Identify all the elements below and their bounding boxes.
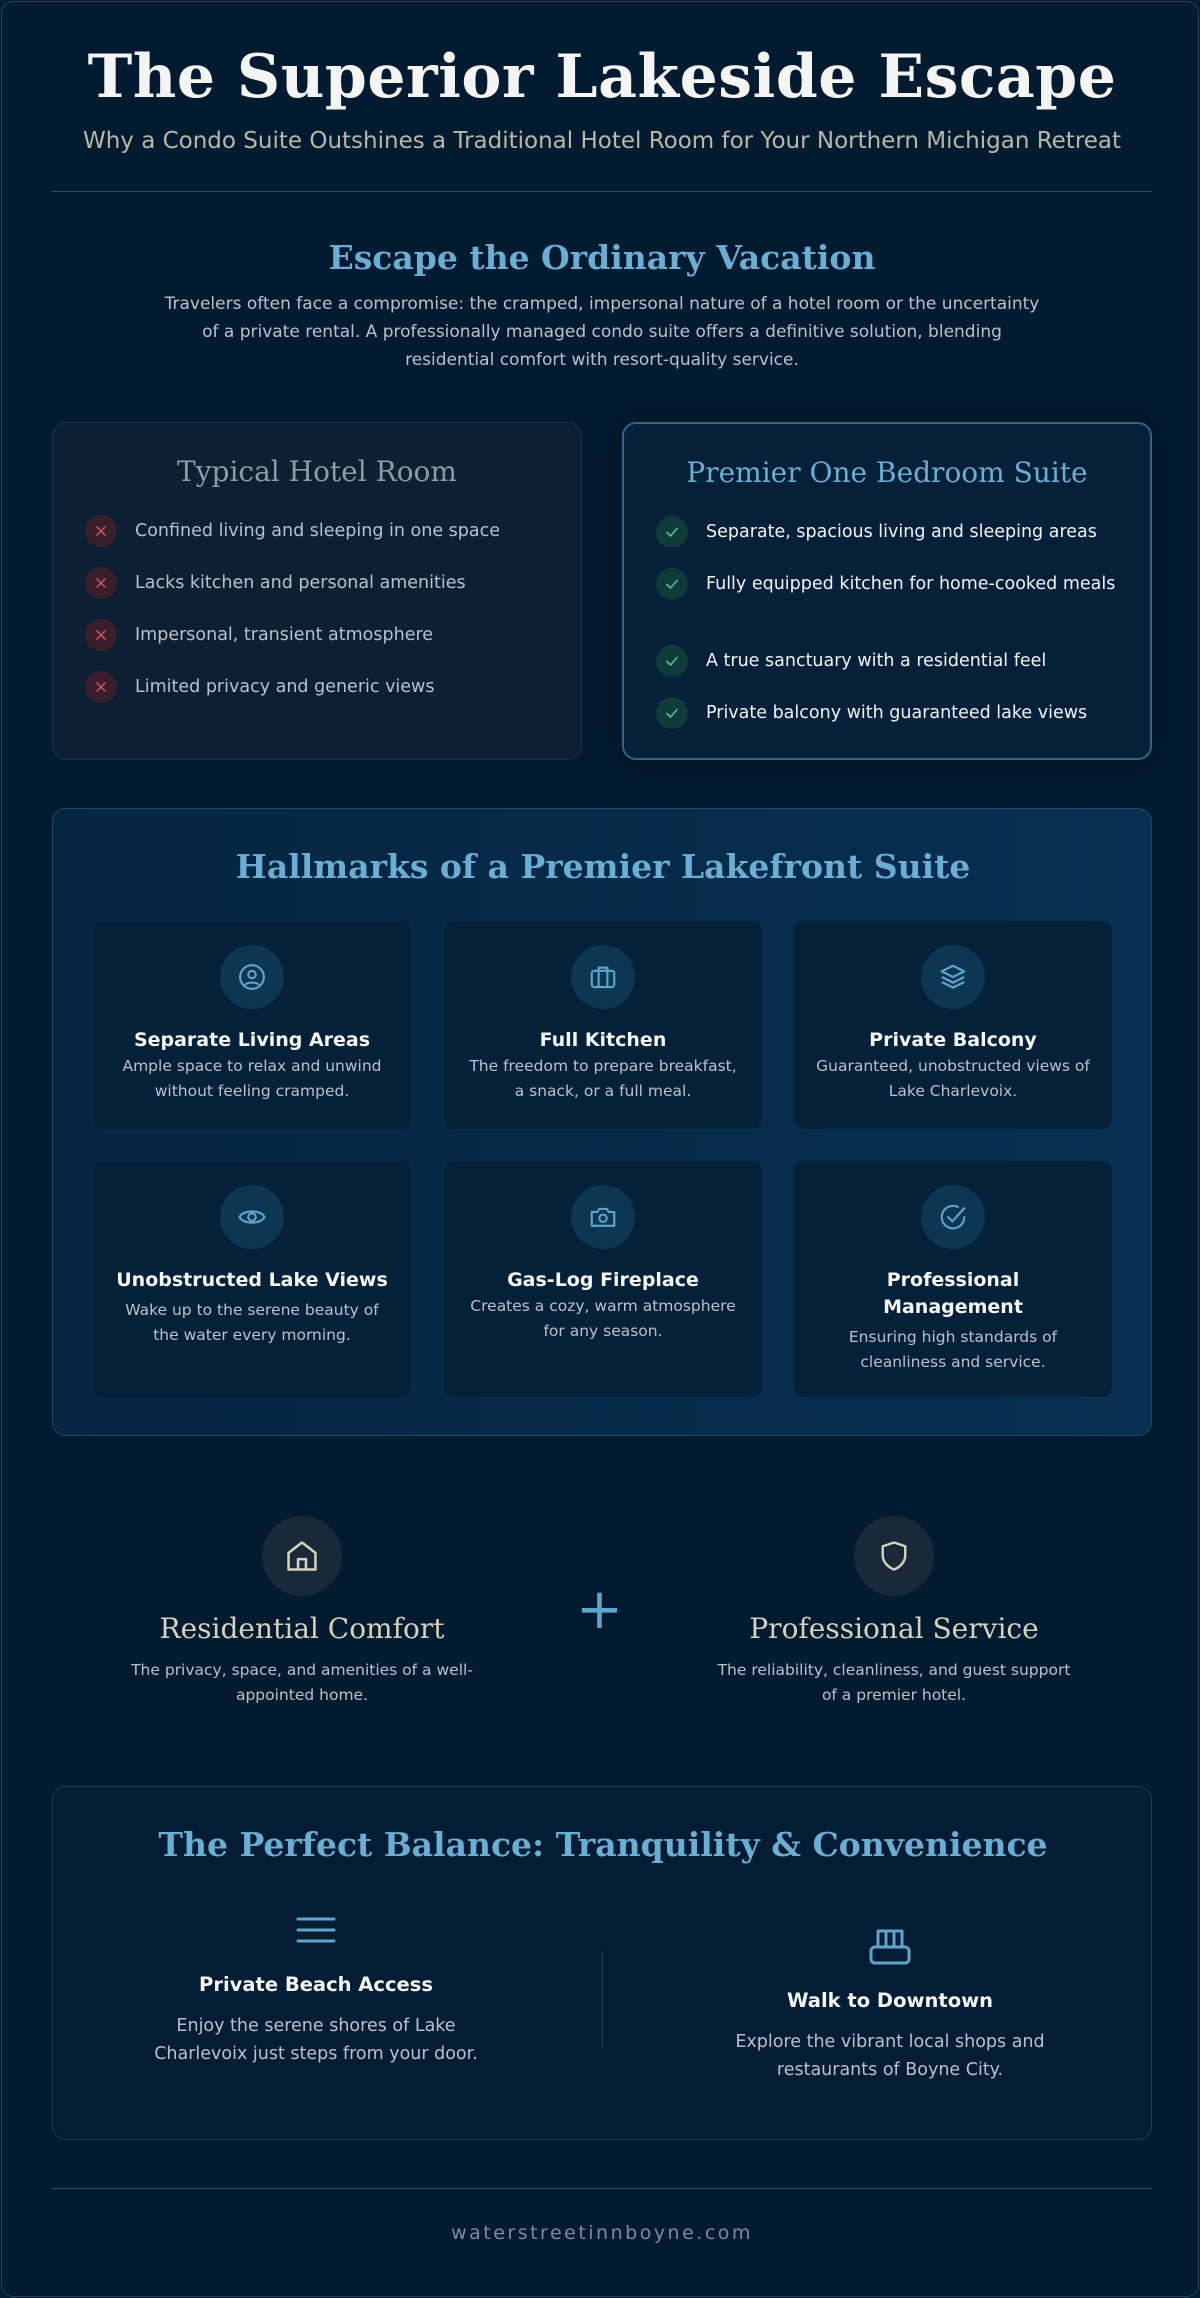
feature-desc: The freedom to prepare breakfast, a snack, or a full meal. xyxy=(469,1057,737,1100)
page-title: The Superior Lakeside Escape xyxy=(87,42,1117,112)
list-item xyxy=(656,697,1126,729)
feature-desc: Wake up to the serene beauty of the water every morning. xyxy=(125,1301,379,1344)
list-item xyxy=(85,619,433,651)
walk-downtown-item xyxy=(720,1927,1060,2084)
cross-icon xyxy=(85,567,117,599)
feature-title: Professional Management xyxy=(883,1269,1023,1318)
list-item-text: Private balcony with guaranteed lake views xyxy=(706,702,1088,723)
hotel-card-title: Typical Hotel Room xyxy=(177,455,457,488)
cross-icon xyxy=(85,671,117,703)
pillar-desc: The reliability, cleanliness, and guest support of a premier hotel. xyxy=(717,1661,1071,1704)
list-item-text: A true sanctuary with a residential feel xyxy=(706,650,1047,671)
intro-heading: Escape the Ordinary Vacation xyxy=(328,238,876,277)
feature-title: Separate Living Areas xyxy=(133,1029,371,1051)
cross-icon xyxy=(85,515,117,547)
list-item-text: Limited privacy and generic views xyxy=(135,676,435,697)
list-item-text: Lacks kitchen and personal amenities xyxy=(135,572,466,593)
page-subtitle: Why a Condo Suite Outshines a Traditional Hotel Room for Your Northern Michigan Retreat xyxy=(82,128,1122,154)
list-item xyxy=(656,516,1126,548)
feature-desc: Ensuring high standards of cleanliness and service. xyxy=(848,1328,1058,1371)
pillar-title: Residential Comfort xyxy=(159,1612,445,1645)
eye-icon xyxy=(220,1185,284,1249)
check-icon xyxy=(656,516,688,548)
footer-website-link[interactable]: waterstreetinnboyne.com xyxy=(451,2222,753,2244)
camera-icon xyxy=(571,1185,635,1249)
feature-card xyxy=(93,921,411,1129)
menu-lines-icon xyxy=(146,1913,486,1951)
balance-heading: The Perfect Balance: Tranquility & Convenience xyxy=(158,1825,1048,1864)
check-icon xyxy=(656,697,688,729)
pillar-title: Professional Service xyxy=(749,1612,1039,1645)
list-item xyxy=(85,567,466,599)
feature-card xyxy=(794,1161,1112,1397)
list-item xyxy=(656,568,1126,600)
list-item-text: Fully equipped kitchen for home-cooked meals xyxy=(706,573,1116,594)
pillar-desc: The privacy, space, and amenities of a well-appointed home. xyxy=(131,1661,473,1704)
feature-card xyxy=(444,921,762,1129)
hallmarks-heading: Hallmarks of a Premier Lakefront Suite xyxy=(235,847,971,886)
page xyxy=(1,1,1199,2297)
list-item xyxy=(85,671,434,703)
feature-desc: Guaranteed, unobstructed views of Lake Charlevoix. xyxy=(816,1057,1090,1100)
shield-icon xyxy=(854,1516,934,1596)
list-item xyxy=(656,645,1126,677)
cross-icon xyxy=(85,619,117,651)
list-item-text: Separate, spacious living and sleeping areas xyxy=(706,521,1097,542)
feature-title: Private Balcony xyxy=(869,1029,1037,1051)
balance-item-desc: Enjoy the serene shores of Lake Charlevoix just steps from your door. xyxy=(154,2016,478,2064)
home-icon xyxy=(262,1516,342,1596)
feature-desc: Creates a cozy, warm atmosphere for any season. xyxy=(470,1297,736,1340)
hallmarks-section xyxy=(52,808,1152,1436)
check-icon xyxy=(656,568,688,600)
feature-title: Unobstructed Lake Views xyxy=(116,1269,388,1291)
intro-text: Travelers often face a compromise: the cramped, impersonal nature of a hotel room or the uncertainty of a private rental. A professionally managed condo suite offers a definitive solution, blending residential comfort with resort-quality service. xyxy=(164,294,1040,370)
feature-card xyxy=(444,1161,762,1397)
feature-card xyxy=(93,1161,411,1397)
beach-access-item xyxy=(146,1913,486,2068)
plus-sign: + xyxy=(576,1577,623,1642)
balance-item-desc: Explore the vibrant local shops and restaurants of Boyne City. xyxy=(735,2032,1045,2080)
footer-divider xyxy=(52,2188,1152,2189)
feature-card xyxy=(794,921,1112,1129)
check-icon xyxy=(656,645,688,677)
list-item-text: Confined living and sleeping in one space xyxy=(135,520,500,541)
header-divider xyxy=(52,191,1152,192)
shops-icon xyxy=(720,1927,1060,1967)
list-item xyxy=(85,515,500,547)
balance-item-title: Walk to Downtown xyxy=(786,1989,994,2012)
balance-section xyxy=(52,1786,1152,2140)
briefcase-icon xyxy=(571,945,635,1009)
feature-title: Full Kitchen xyxy=(539,1029,667,1051)
check-circle-icon xyxy=(921,1185,985,1249)
suite-comparison-card xyxy=(622,422,1152,760)
hotel-comparison-card xyxy=(52,422,582,760)
list-item-text: Impersonal, transient atmosphere xyxy=(135,624,434,645)
balance-divider xyxy=(602,1951,603,2047)
layers-icon xyxy=(921,945,985,1009)
feature-desc: Ample space to relax and unwind without feeling cramped. xyxy=(122,1057,382,1100)
balance-item-title: Private Beach Access xyxy=(199,1973,433,1996)
user-circle-icon xyxy=(220,945,284,1009)
feature-title: Gas-Log Fireplace xyxy=(507,1269,699,1291)
suite-card-title: Premier One Bedroom Suite xyxy=(686,456,1088,489)
